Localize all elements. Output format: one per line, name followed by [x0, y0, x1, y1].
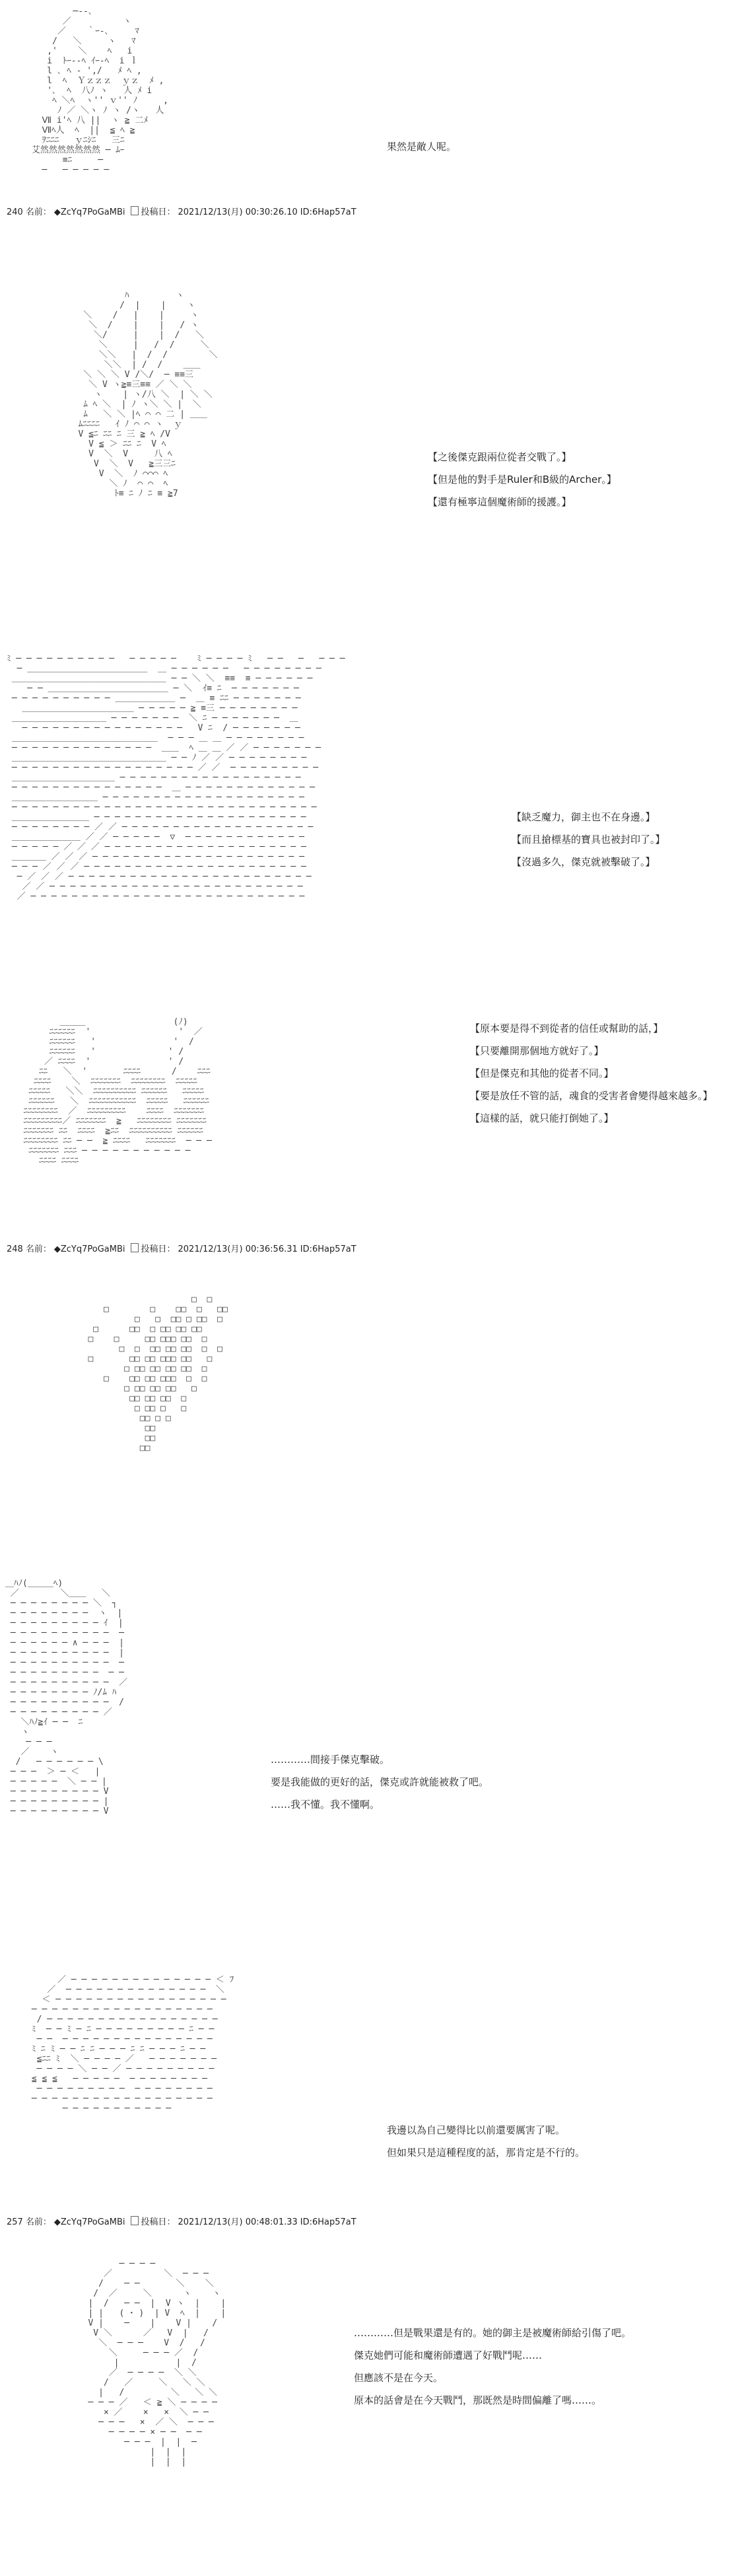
ascii-art-figure: ﾊ ヽ / | | ヽ ＼ / | | ヽ ＼ / | | / ヽ ＼/ | | / ＼ ＼ | / / ＼ ＼＼ | / / ＼ ＼＼ | / / ＿＿ ＼ ＼ ＼ V /＼/ ─ ≡≡三 ＼ V ヽ≧≡三≡≡ ／ ＼ ＼ ヽ | ヽ/八 ＼ | ＼ ＼ ﾑ ﾍ ＼ | ﾉ ヽ＼ ＼ | ＼ ﾑ ＼ ＼ |ﾍ ⌒ ⌒ 二 | ＿＿ ﾑﾆﾆﾆﾆ ｲ ﾉ ⌒ ⌒ ヽ ｙ V ≦ﾆ ﾆﾆ ﾆ 三 ≧ ﾍ /V V ≦ ＞ ﾆﾆ ﾆ V ﾍ V ＼ V 八 ﾍ V ＼ V ≧三三ﾆ V ＼ ﾉ ⌒⌒⌒ ﾍ ＼ ﾉ ⌒ ⌒ ﾍ ﾄ≡ ﾆ ﾉ ﾆ ≡ ≧7	[78, 291, 218, 499]
dialogue-line: 但應該不是在今天。	[354, 2372, 444, 2384]
post-id: ID:6Hap57aT	[300, 1244, 356, 1254]
post-number: 257	[7, 2217, 23, 2227]
post-datetime: 2021/12/13(月) 00:48:01.33	[178, 2217, 298, 2227]
panel-4	[0, 1017, 738, 1262]
dialogue-line: …………間接手傑克擊破。	[271, 1754, 390, 1766]
dialogue-line: 要是我能做的更好的話，傑克或許就能被救了吧。	[271, 1776, 489, 1788]
dialogue-line: ……我不懂。我不懂啊。	[271, 1799, 380, 1810]
dialogue-lines	[512, 806, 665, 873]
panel-6	[0, 1579, 738, 1929]
ascii-art-standing-figure: ─ ─ ─ ─ ／ ＼ ─ ─ ─ / ─ ─ ＼ ＼ / ／ ＼ ヽ ヽ | / ─ ─ | V ヽ | | | | ( ･ ) | V ﾍ | | V | ─ | V | / V ＼ ／ V | / ＼ ─ ─ ─ V / / ＼ ─ ─ ─ ／ / | | / ／ ─ ─ ─ ─ ＼ ＼ / ／ ＼ ＼ ＼ | / ＼ ＼ ＼ ─ ─ ─ ／ ＜ ≧ ＼ ─ ─ ─ ─ × ／ × × ＼ ─ ─ ─ ─ ─ × ／ ＼ ─ ─ ─ ─ ─ ─ ─ × ─ ─ ─ ─ ─ ─ ─ | | ─ | | | | | |	[88, 2259, 226, 2467]
ascii-art-face: ─‐-､ ／ ヽ ／ ｀ｰ-､ ﾏ / ＼ ヽ ﾏ ,' ＼ ﾍ i i ﾄｰ--ﾍ ｲｰ-ﾍ i ｌ l ､ ﾍ ‐ ',/ ﾒ ﾍ , l ﾍ Ｙｚｚｚ ｙｚ ﾒ , '､ ﾍ 八ﾉ ヽ 人 ﾒ i ﾍ ＼ﾍ ヽ'' ｖ'' ﾉ , ﾉ ／ ＼ヽ ﾉ ヽ /ヽ 人 Ⅶ i'ﾍ 八 || ヽ ≧ 二ﾒ Ⅶﾍ人 ﾍ || ≦ ﾍ ≧ ｦﾆﾆﾆ ｙﾆｼﾆ 三ﾆ 艾然然然然然然然 ─ ﾑｰ ≡ﾆ ─ ─ ─ ─ ─ ─ ─	[31, 7, 169, 175]
post-tripcode: ◆ZcYq7PoGaMBi	[53, 207, 125, 217]
dialogue-line: 【沒過多久，傑克就被擊破了。】	[512, 856, 655, 868]
dialogue-line: 【只要離開那個地方就好了。】	[470, 1045, 604, 1057]
panel-3	[0, 654, 738, 984]
dialogue-lines	[387, 2119, 585, 2164]
dialogue-line: 【這樣的話，就只能打倒她了。】	[470, 1112, 614, 1124]
post-name-label: 名前：	[25, 1244, 51, 1254]
missing-glyph-icon	[131, 2216, 139, 2225]
post-header	[7, 1242, 359, 1254]
dialogue-line: 果然是敵人呢。	[387, 141, 457, 153]
dialogue-lines	[354, 2322, 631, 2412]
dialogue-line: 【之後傑克跟兩位從者交戰了。】	[428, 451, 572, 463]
ascii-art-sleeping-figure: ＿ﾊﾉ(＿＿＿ﾍ) ／ ＼＿＿ ＼ ─ ─ ─ ─ ─ ─ ─ ─ ＼ ┐ ─ ─ ─ ─ ─ ─ ─ ─ ヽ | ─ ─ ─ ─ ─ ─ ─ ─ ─ ｲ | ─ ─ ─ ─ ─ ─ ─ ─ ─ ─ ─ ─ ─ ─ ─ ─ ─ ∧ ─ ─ ─ | ─ ─ ─ ─ ─ ─ ─ ─ ─ ─ | ─ ─ ─ ─ ─ ─ ─ ─ ─ ─ ─ ─ ─ ─ ─ ─ ─ ─ ─ ─ ─ ─ ─ ─ ─ ─ ─ ─ ─ ─ ─ ─ ／ ─ ─ ─ ─ ─ ─ ─ ─ ﾉ/ﾑ ﾊ ─ ─ ─ ─ ─ ─ ─ ─ ─ ─ / ─ ─ ─ ─ ─ ─ ─ ─ ─ ／ ＼ﾊﾉ≧ｲ ─ ─ ﾆ ヽ ─ ─ ─ ／ ヽ / ─ ─ ─ ─ ─ ─ \ ─ ─ ─ ＞ ─ ＜ | ─ ─ ─ ─ ─ ＼ ─ ─ | ─ ─ ─ ─ ─ ─ ─ ─ ─ V ─ ─ ─ ─ ─ ─ ─ ─ ─ | ─ ─ ─ ─ ─ ─ ─ ─ ─ V	[5, 1579, 128, 1816]
post-datetime: 2021/12/13(月) 00:36:56.31	[178, 1244, 298, 1254]
missing-glyph-icon	[131, 1243, 139, 1252]
dialogue-lines	[428, 446, 617, 513]
ascii-art-crowd: ＿＿＿ (ﾉ) ﾆﾆﾆﾆﾆﾆ ' ' ／ ﾆﾆﾆﾆﾆﾆ ' ' / ﾆﾆﾆﾆﾆﾆ ' ' / ／ ﾆﾆﾆﾆ ' ' / ﾆﾆ ＼ ' ﾆﾆﾆﾆ / ﾆﾆﾆ ﾆﾆﾆﾆ ＼ ﾆﾆﾆﾆﾆﾆﾆ ﾆﾆﾆﾆﾆﾆﾆﾆ ﾆﾆﾆﾆﾆ ﾆﾆﾆﾆﾆ ＼＼ ﾆﾆﾆﾆﾆﾆﾆﾆﾆﾆ ﾆﾆﾆﾆﾆﾆ ﾆﾆﾆﾆﾆ ﾆﾆﾆﾆﾆﾆ ＼ ﾆﾆﾆﾆﾆﾆﾆﾆﾆﾆﾆ ﾆﾆﾆﾆﾆ ﾆﾆﾆﾆﾆﾆ ﾆﾆﾆﾆﾆﾆﾆﾆ ／ ﾆﾆﾆﾆﾆﾆﾆﾆﾆ ﾆﾆﾆﾆ ﾆﾆﾆﾆﾆﾆﾆ ﾆﾆﾆﾆﾆﾆﾆﾆﾆ／ ﾆﾆﾆﾆﾆﾆﾆ ≧ ﾆﾆﾆﾆﾆﾆﾆﾆ ﾆﾆﾆﾆﾆﾆﾆ ﾆﾆﾆﾆﾆﾆﾆ ﾆﾆ ﾆﾆﾆﾆ ≧ﾆﾆ ﾆﾆﾆﾆﾆﾆﾆﾆﾆﾆ ﾆﾆﾆﾆﾆﾆ ﾆﾆﾆﾆﾆﾆﾆﾆ ﾆﾆ ─ ─ ≧ ﾆﾆﾆﾆ ﾆﾆﾆﾆﾆﾆﾆ ─ ─ ─ ﾆﾆﾆﾆﾆﾆﾆ ﾆﾆﾆ ─ ─ ─ ─ ─ ─ ─ ─ ─ ─ ─ ﾆﾆﾆﾆ ﾆﾆﾆﾆ	[23, 1017, 212, 1166]
post-datetime: 2021/12/13(月) 00:30:26.10	[178, 207, 298, 217]
post-date-label: 投稿日：	[141, 207, 176, 217]
panel-1	[0, 0, 738, 218]
dialogue-line: 【但是他的對手是Ruler和B級的Archer。】	[428, 474, 617, 485]
dialogue-line: 【而且搶標基的寶具也被封印了。】	[512, 834, 665, 845]
post-tripcode: ◆ZcYq7PoGaMBi	[53, 1244, 125, 1254]
post-number: 248	[7, 1244, 23, 1254]
dialogue-line: 我邊以為自己變得比以前還要厲害了呢。	[387, 2124, 566, 2136]
dialogue-line: 【要是放任不管的話，魂食的受害者會變得越來越多。】	[470, 1090, 713, 1102]
dialogue-lines	[470, 1017, 713, 1129]
ascii-art-falling-squares: □ □ □ □ □□ □ □□ □ □ □□ □ □□ □ □ □□ □ □□ □□ □□ □ □ □□ □□□ □□ □ □ □ □□ □□ □□ □ □ □ □□ □□ □□□ □□ □ □ □□ □□ □□ □□ □ □ □□ □□ □□□ □ □ □ □□ □□ □□ □ □□ □□ □□ □ □ □□ □ □ □□ □ □ □□ □□ □□	[88, 1295, 228, 1453]
dialogue-line: 【還有極寧這個魔術師的援護。】	[428, 496, 572, 508]
dialogue-line: 【原本要是得不到從者的信任或幫助的話，】	[470, 1022, 663, 1034]
dialogue-line: 傑克她們可能和魔術師遭遇了好戰鬥呢……	[354, 2349, 543, 2361]
post-name-label: 名前：	[25, 2217, 51, 2227]
post-id: ID:6Hap57aT	[300, 2217, 356, 2227]
post-number: 240	[7, 207, 23, 217]
post-name-label: 名前：	[25, 207, 51, 217]
missing-glyph-icon	[131, 206, 139, 215]
dialogue-lines	[387, 135, 456, 158]
dialogue-line: 原本的話會是在今天戰鬥，那既然是時間偏離了嗎……。	[354, 2394, 602, 2406]
dialogue-line: 【但是傑克和其他的從者不同。】	[470, 1067, 614, 1079]
dialogue-lines	[271, 1748, 488, 1816]
panel-5	[0, 1295, 738, 1546]
post-tripcode: ◆ZcYq7PoGaMBi	[53, 2217, 125, 2227]
post-id: ID:6Hap57aT	[300, 207, 356, 217]
post-header	[7, 2215, 359, 2227]
post-header	[7, 205, 359, 217]
panel-2	[0, 291, 738, 634]
dialogue-line: …………但是戰果還是有的。她的御主是被魔術師給引傷了吧。	[354, 2327, 632, 2339]
panel-8	[0, 2259, 738, 2569]
dialogue-line: 【缺乏魔力，御主也不在身邊。】	[512, 811, 655, 823]
post-date-label: 投稿日：	[141, 1244, 176, 1254]
panel-7	[0, 1975, 738, 2239]
ascii-art-bowed-head: ／ ─ ─ ─ ─ ─ ─ ─ ─ ─ ─ ─ ─ ─ ─ ＜ ﾌ ／ ─ ─ ─ ─ ─ ─ ─ ─ ─ ─ ─ ─ ─ ─ ＼ ＜ ─ ─ ─ ─ ─ ─ ─ ─ ─ ─ ─ ─ ─ ─ ─ ─ ─ ─ ─ ─ ─ ─ ─ ─ ─ ─ ─ ─ ─ ─ ─ ─ ─ ─ ─ / ─ ─ ─ ─ ─ ─ ─ ─ ─ ─ ─ ─ ─ ─ ─ ─ ─ ﾐ ─ ─ ﾐ ─ ﾆ ─ ─ ─ ─ ─ ─ ─ ─ ─ ﾆ ─ ─ ─ ─ ─ ─ ─ ─ ─ ─ ─ ─ ─ ─ ─ ─ ─ ─ ─ ﾐ ﾆ ﾐ ─ ─ ﾆ ﾆ ─ ─ ─ ﾆ ﾆ ─ ─ ─ ﾆ ─ ─ ≦ﾆﾆ ﾐ ＼ ─ ─ ─ ─ ／ ─ ─ ─ ─ ─ ─ ─ ─ ─ ─ ─ ＼ ─ ─ ／ ─ ─ ─ ─ ─ ─ ─ ─ ─ ≦ ≦ ≦ ─ ─ ─ ─ ─ ─ ─ ─ ─ ─ ─ ─ ─ ─ ─ ─ ─ ─ ─ ─ ─ ─ ─ ─ ─ ─ ─ ─ ─ ─ ─ ─ ─ ─ ─ ─ ─ ─ ─ ─ ─ ─ ─ ─ ─ ─ ─ ─ ─ ─ ─ ─ ─ ─ ─ ─ ─ ─ ─	[31, 1975, 234, 2114]
ascii-art-burst: ﾐ ─ ─ ─ ─ ─ ─ ─ ─ ─ ─ ─ ─ ─ ─ ─ ﾐ ─ ─ ─ ─ ﾐ ─ ─ ─ ─ ─ ─ ─ ＿＿＿＿＿＿＿＿＿＿＿＿＿＿ ＿ ─ ─ ─ ─ ─ ─ ─ ─ ─ ─ ─ ─ ─ ─ ＿＿＿＿＿＿＿＿＿＿＿＿＿＿＿＿＿＿ ─ ─ ＼ ＼ ≡≡ ≡ ─ ─ ─ ─ ─ ─ ─ ─ ＿＿＿＿＿＿＿＿＿＿＿＿＿＿ ─ ＼ ｲ≡ ﾆ ─ ─ ─ ─ ─ ─ ─ ─ ─ ─ ─ ─ ─ ─ ─ ─ ─ ＿＿＿＿＿＿＿ ─ ＿ ≡ ﾆﾆ ─ ─ ─ ─ ─ ─ ─ ＿＿＿＿＿＿＿＿＿＿＿＿＿ ─ ─ ─ ─ ─ ≧ ≡三 ─ ─ ─ ─ ─ ─ ─ ─ ＿＿＿＿＿＿＿＿＿＿＿ ─ ─ ─ ─ ─ ─ ─ ＼ ﾆ ─ ─ ─ ─ ─ ─ ─ ＿ ─ ─ ─ ─ ─ ─ ─ ─ ─ ─ ─ ─ ─ ─ ─ ─ V ﾆ / ─ ─ ─ ─ ─ ─ ─ ＿＿＿＿＿＿＿＿＿＿＿＿＿＿＿＿＿ ─ ─ ─ ＿ ＿ ─ ─ ─ ─ ─ ─ ─ ─ ─ ─ ─ ─ ─ ─ ─ ─ ─ ─ ─ ─ ─ ─ ＿＿ ﾍ ＿ ＿ ／ ／ ─ ─ ─ ─ ─ ─ ─ ＿＿＿＿＿＿＿＿＿＿＿＿＿＿＿＿＿＿ ─ ─ ﾉ ／ ／ ─ ─ ─ ─ ─ ─ ─ ─ ─ ─ ─ ─ ─ ─ ─ ─ ─ ─ ─ ─ ─ ─ ─ ─ ─ ─ ／ ／ ─ ─ ─ ─ ─ ─ ─ ─ ─ ＿＿＿＿＿＿＿＿＿＿＿＿ ─ ─ ─ ─ ─ ─ ─ ─ ─ ─ ─ ─ ─ ─ ─ ─ ─ ─ ─ ─ ─ ─ ─ ─ ─ ─ ─ ─ ─ ─ ─ ─ ─ ＿ ─ ─ ─ ─ ─ ─ ─ ─ ─ ─ ─ ─ ─ ＿＿＿＿＿＿＿＿＿＿ ─ ─ ─ ─ ─ ─ ─ ─ ─ ─ ─ ─ ─ ─ ─ ─ ─ ─ ─ ─ ─ ─ ─ ─ ─ ─ ─ ─ ─ ─ ─ ─ ─ ─ ─ ─ ─ ─ ─ ─ ─ ─ ─ ─ ─ ─ ─ ─ ─ ─ ＿＿＿＿＿＿＿＿＿ ─ ─ ─ ─ ─ ─ ─ ─ ─ ─ ─ ─ ─ ─ ─ ─ ─ ─ ─ ─ ─ ─ ─ ─ ─ ─ ─ ─ ─ ／ ／ ─ ─ ─ ─ ─ ─ ─ ─ ─ ─ ─ ─ ─ ─ ─ ─ ─ ─ ─ ＿＿＿＿＿＿＿＿ ／ ／ ─ ─ ─ ─ ─ ▽ ─ ─ ─ ─ ─ ─ ─ ─ ─ ─ ─ ─ ─ ─ ─ ─ ─ ／ ／ ／ ─ ─ ─ ─ ─ ─ ─ ─ ─ ─ ─ ─ ─ ─ ─ ─ ─ ─ ─ ─ ＿＿＿＿ ／ ／ ／ ─ ─ ─ ─ ─ ─ ─ ─ ─ ─ ─ ─ ─ ─ ─ ─ ─ ─ ─ ─ ─ ─ ─ ─ ／ ／ ／ ─ ─ ─ ─ ─ ─ ─ ─ ─ ─ ─ ─ ─ ─ ─ ─ ─ ─ ─ ─ ─ ─ ─ ／ ／ ／ ─ ─ ─ ─ ─ ─ ─ ─ ─ ─ ─ ─ ─ ─ ─ ─ ─ ─ ─ ─ ─ ─ ─ ─ ／ ／ ─ ─ ─ ─ ─ ─ ─ ─ ─ ─ ─ ─ ─ ─ ─ ─ ─ ─ ─ ─ ─ ─ ─ ─ ─ ／ ─ ─ ─ ─ ─ ─ ─ ─ ─ ─ ─ ─ ─ ─ ─ ─ ─ ─ ─ ─ ─ ─ ─ ─ ─ ─ ─	[7, 654, 345, 902]
post-date-label: 投稿日：	[141, 2217, 176, 2227]
dialogue-line: 但如果只是這種程度的話，那肯定是不行的。	[387, 2147, 586, 2159]
